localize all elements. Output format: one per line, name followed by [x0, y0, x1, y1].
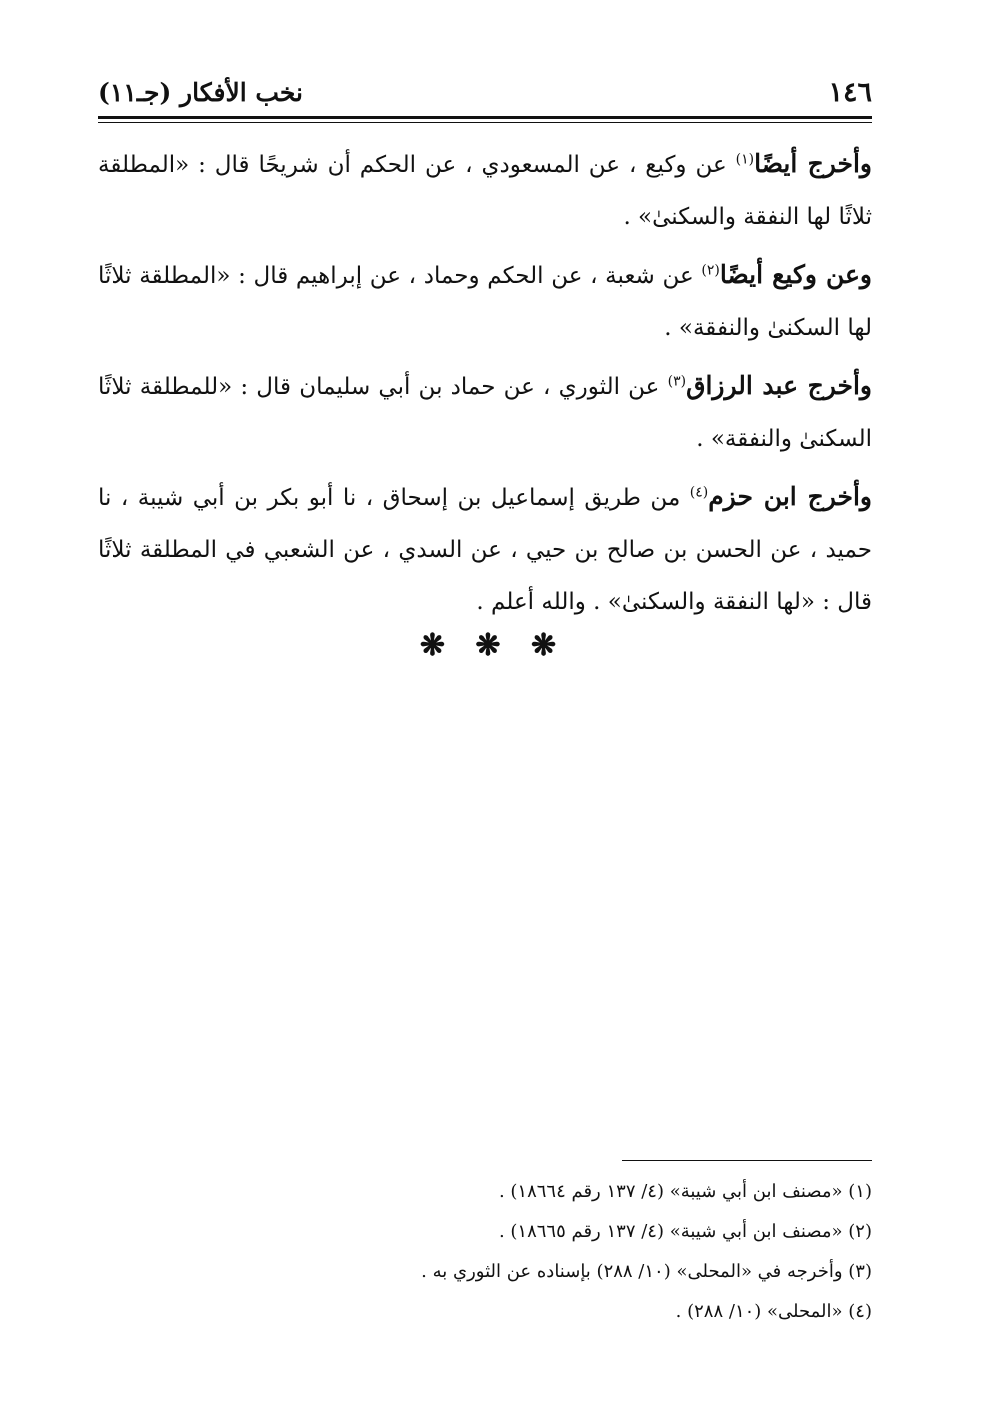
footnote-rule — [622, 1160, 872, 1161]
header-rule-thin — [98, 122, 872, 123]
header-rule-thick — [98, 116, 872, 119]
paragraph — [98, 249, 872, 354]
paragraph — [98, 138, 872, 243]
paragraph-lead: وأخرج أيضًا — [754, 149, 872, 178]
paragraph-text: عن وكيع ، عن المسعودي ، عن الحكم أن شريحًا قال : «المطلقة ثلاثًا لها النفقة والسكنىٰ» . — [98, 152, 872, 230]
footnote-marker: (٤) — [689, 484, 709, 501]
paragraph-text: عن الثوري ، عن حماد بن أبي سليمان قال : «للمطلقة ثلاثًا السكنىٰ والنفقة» . — [98, 374, 872, 452]
footnote-marker: (٢) — [701, 262, 720, 279]
paragraph-lead: وأخرج ابن حزم — [708, 482, 872, 511]
footnote-item: (٣) وأخرجه في «المحلى» (١٠/ ٢٨٨) بإسناده عن الثوري به . — [421, 1261, 872, 1282]
section-separator: ❋ ❋ ❋ — [419, 628, 567, 663]
main-text — [98, 138, 872, 634]
running-head — [98, 70, 872, 114]
paragraph-lead: وعن وكيع أيضًا — [719, 260, 872, 289]
footnote-marker: (١) — [735, 151, 755, 168]
paragraph — [98, 360, 872, 465]
footnote-item: (٢) «مصنف ابن أبي شيبة» (٤/ ١٣٧ رقم ١٨٦٦٥) . — [498, 1221, 872, 1242]
paragraph-lead: وأخرج عبد الرزاق — [686, 371, 873, 400]
page-number: ١٤٦ — [828, 76, 872, 108]
footnote-item: (١) «مصنف ابن أبي شيبة» (٤/ ١٣٧ رقم ١٨٦٦٤) . — [498, 1181, 872, 1202]
paragraph — [98, 471, 872, 628]
footnote-marker: (٣) — [667, 373, 687, 390]
footnote-item: (٤) «المحلى» (١٠/ ٢٨٨) . — [675, 1301, 872, 1322]
footnotes — [98, 1172, 872, 1332]
book-title: نخب الأفكار (جـ١١) — [98, 77, 304, 107]
paragraph-text: عن شعبة ، عن الحكم وحماد ، عن إبراهيم قال : «المطلقة ثلاثًا لها السكنىٰ والنفقة» . — [98, 263, 872, 341]
paragraph-text: من طريق إسماعيل بن إسحاق ، نا أبو بكر بن أبي شيبة ، نا حميد ، عن الحسن بن صالح بن حيي ، عن السدي ، عن الشعبي في المطلقة ثلاثًا قال : «لها النفقة والسكنىٰ» . والله أعلم . — [98, 485, 872, 615]
